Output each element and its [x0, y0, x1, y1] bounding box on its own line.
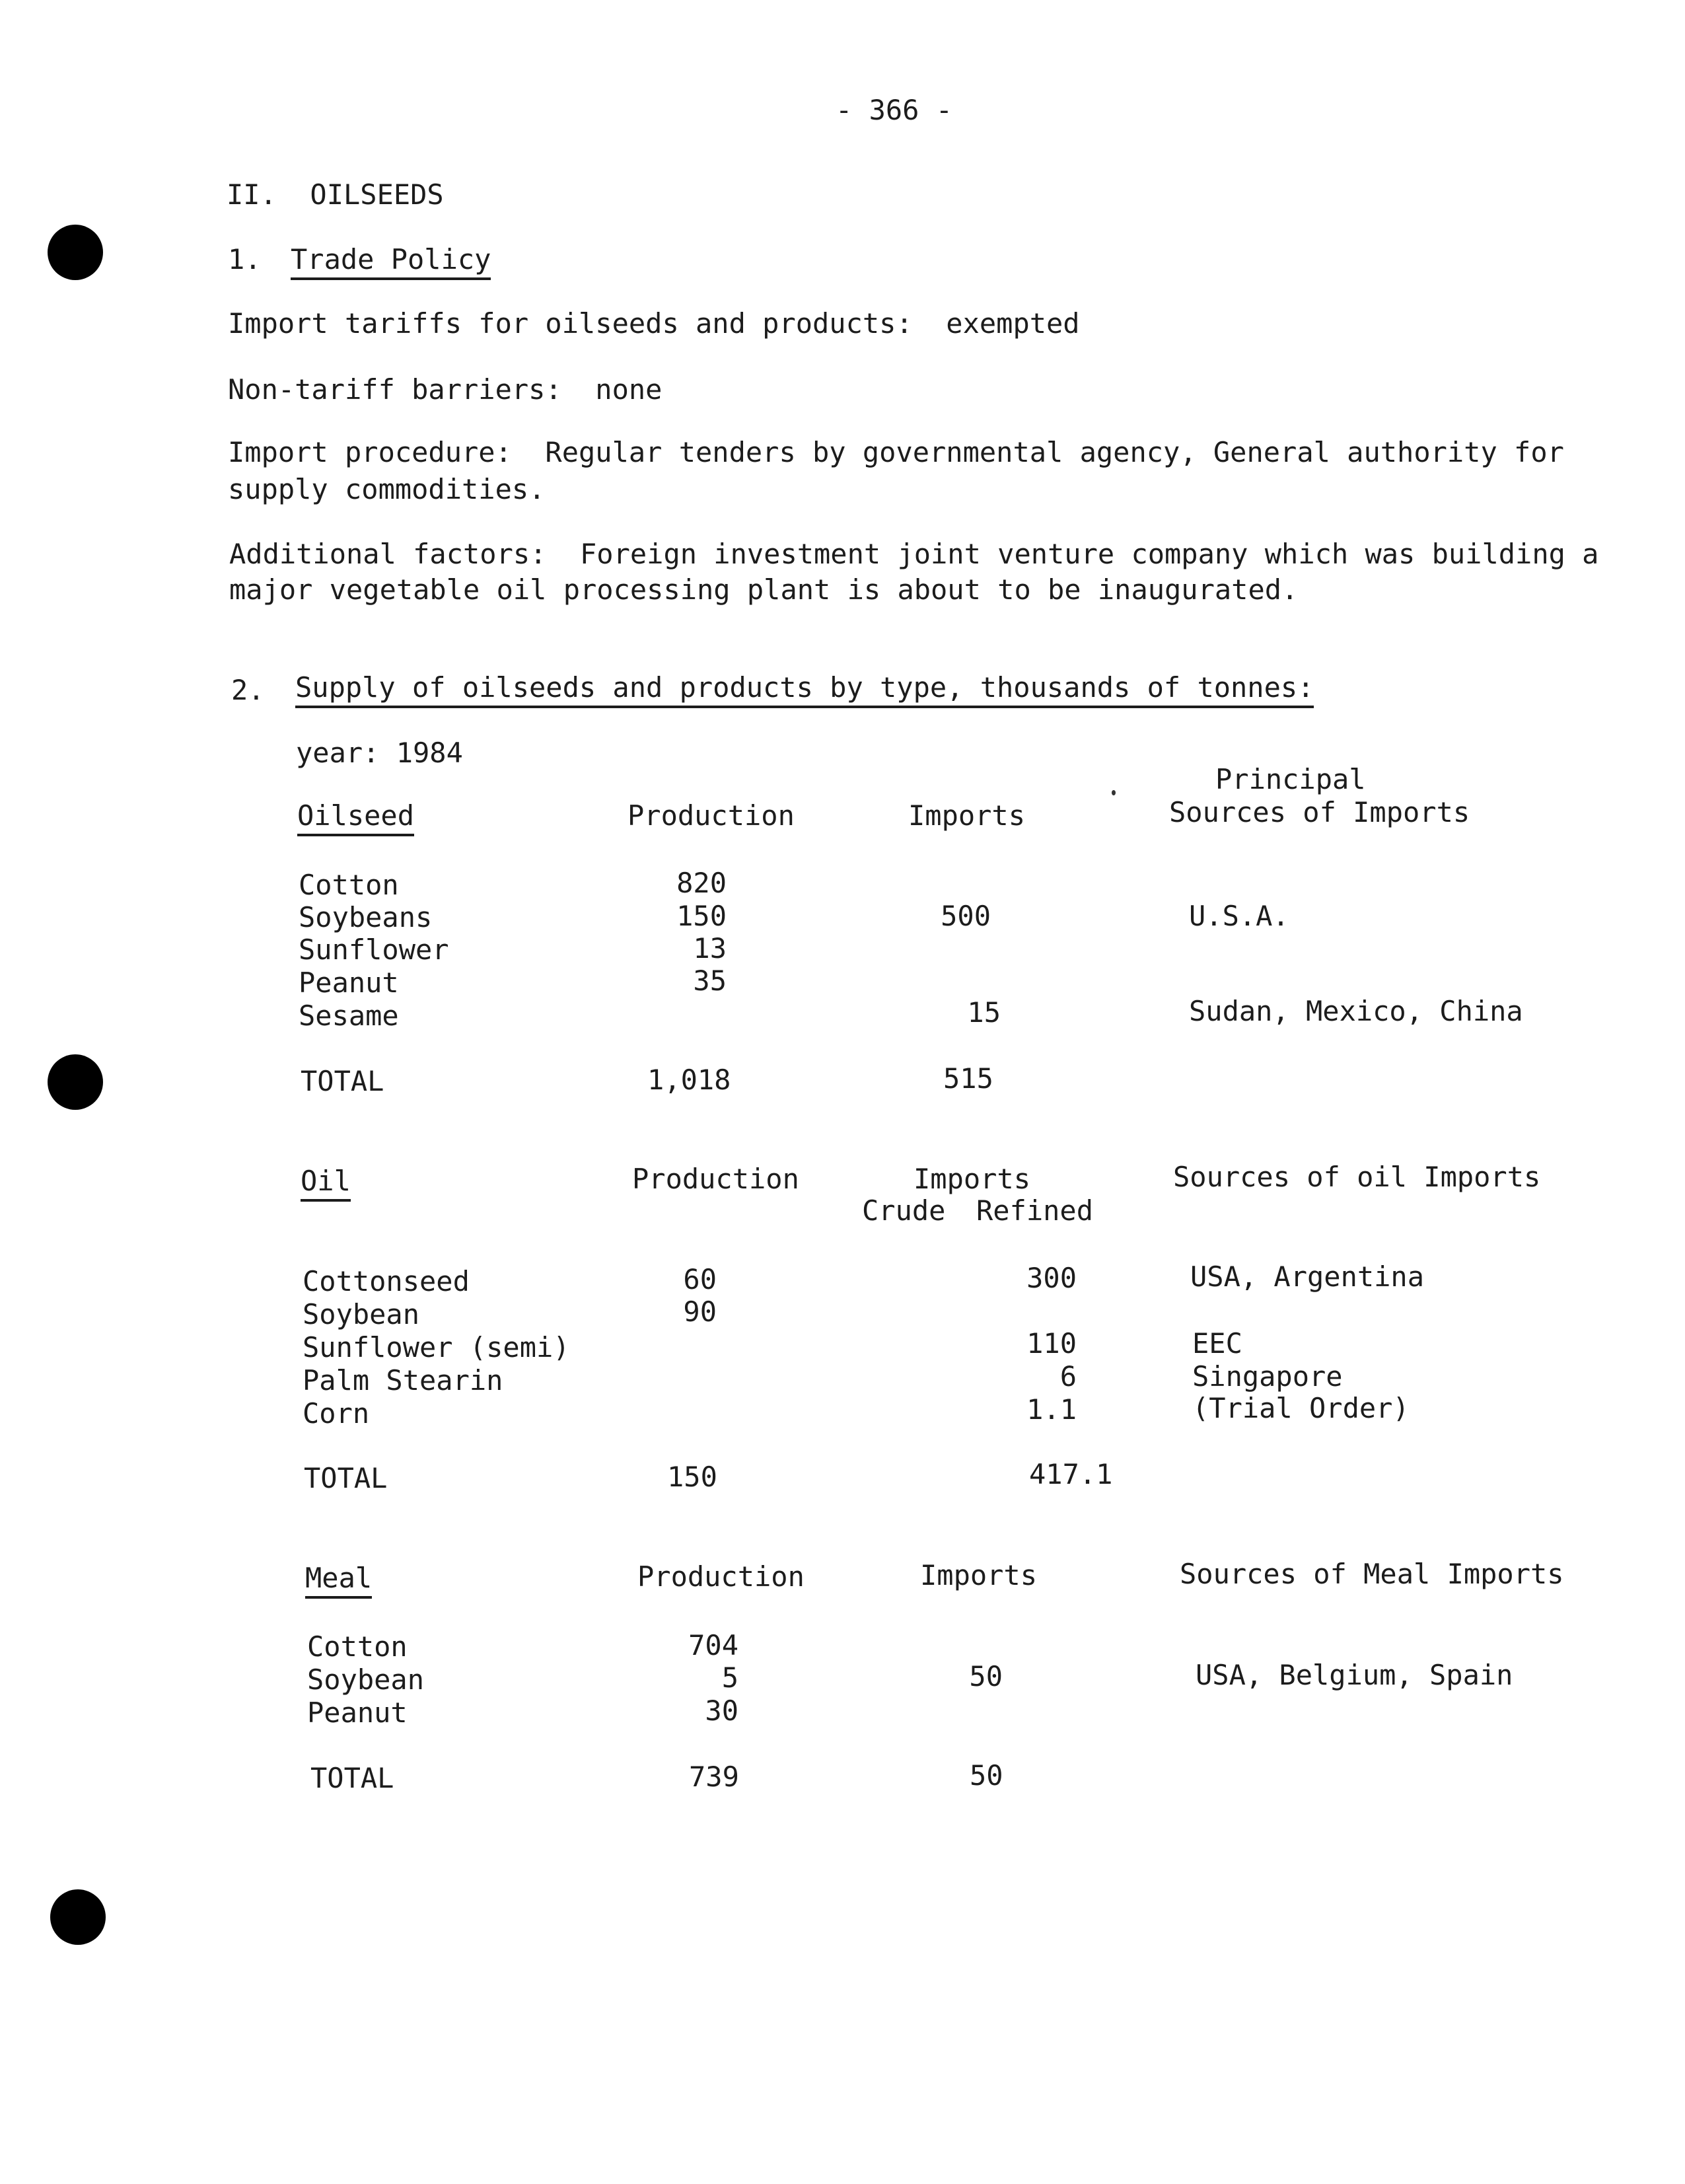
meal-head-production: Production: [637, 1560, 805, 1593]
oilseed-head-sources-2: Sources of Imports: [1169, 796, 1470, 828]
import-tariffs-text: Import tariffs for oilseeds and products: exempted: [228, 307, 1080, 340]
supply-title: Supply of oilseeds and products by type, thousands of tonnes:: [295, 671, 1314, 708]
oil-row-sources: (Trial Order): [1192, 1392, 1410, 1424]
year-label: year: 1984: [296, 737, 463, 769]
supply-number: 2.: [231, 674, 265, 706]
oil-row-production: 90: [683, 1295, 717, 1328]
oil-row-item: Corn: [303, 1397, 370, 1430]
oilseed-total-imports: 515: [943, 1062, 993, 1095]
oilseed-head-production: Production: [627, 799, 795, 832]
oil-total-production: 150: [667, 1461, 717, 1493]
oil-row-item: Sunflower (semi): [303, 1331, 570, 1364]
punch-hole-middle: [48, 1054, 103, 1110]
meal-head-item: Meal: [305, 1562, 372, 1599]
non-tariff-text: Non-tariff barriers: none: [228, 373, 663, 406]
oilseed-row-production: 150: [676, 900, 727, 932]
oil-row-item: Cottonseed: [303, 1265, 470, 1297]
oilseed-row-imports: 500: [941, 900, 991, 932]
meal-row-imports: 50: [969, 1660, 1003, 1693]
oilseed-row-item: Cotton: [299, 869, 399, 901]
oilseed-row-production: 820: [676, 867, 727, 899]
meal-row-production: 5: [721, 1661, 738, 1694]
oil-total-refined: 417.1: [1029, 1458, 1113, 1490]
oil-row-item: Palm Stearin: [303, 1364, 503, 1397]
oilseed-row-production: 35: [693, 965, 727, 997]
oilseed-row-production: 13: [693, 932, 727, 965]
oil-row-sources: Singapore: [1192, 1360, 1343, 1393]
oil-row-item: Soybean: [303, 1298, 420, 1330]
meal-total-production: 739: [689, 1761, 739, 1793]
meal-total-imports: 50: [970, 1759, 1003, 1792]
meal-head-sources: Sources of Meal Imports: [1180, 1558, 1564, 1590]
oil-row-refined: 300: [1026, 1262, 1077, 1294]
punch-hole-bottom: [50, 1889, 106, 1945]
meal-head-imports: Imports: [920, 1559, 1038, 1591]
meal-total-label: TOTAL: [310, 1762, 394, 1794]
meal-row-production: 704: [688, 1629, 738, 1661]
page-number: - 366 -: [836, 94, 953, 126]
oilseed-total-label: TOTAL: [301, 1065, 384, 1097]
trade-policy-title: Trade Policy: [291, 243, 491, 280]
oil-head-production: Production: [632, 1163, 799, 1195]
oilseed-head-imports: Imports: [908, 799, 1026, 832]
oil-row-refined: 110: [1026, 1327, 1077, 1360]
oilseed-head-sources-1: Principal: [1215, 763, 1366, 795]
oilseed-row-sources: Sudan, Mexico, China: [1189, 995, 1523, 1027]
additional-factors-line-1: Additional factors: Foreign investment joint venture company which was building a: [229, 538, 1599, 570]
oil-head-crude: Crude: [862, 1194, 946, 1227]
oil-head-imports: Imports: [914, 1163, 1031, 1195]
meal-row-item: Cotton: [307, 1630, 408, 1663]
oil-head-refined: Refined: [976, 1194, 1094, 1227]
meal-row-sources: USA, Belgium, Spain: [1196, 1659, 1513, 1691]
oilseed-row-sources: U.S.A.: [1189, 900, 1289, 932]
oil-row-refined: 6: [1059, 1360, 1077, 1393]
stray-mark: [1112, 790, 1116, 795]
oilseed-row-imports: 15: [967, 996, 1001, 1029]
import-procedure-line-1: Import procedure: Regular tenders by governmental agency, General authority for: [228, 436, 1564, 468]
oil-row-sources: EEC: [1192, 1327, 1242, 1360]
import-procedure-line-2: supply commodities.: [228, 473, 546, 505]
oilseed-row-item: Sesame: [299, 1000, 399, 1032]
oil-row-refined: 1.1: [1026, 1393, 1077, 1426]
oil-row-sources: USA, Argentina: [1190, 1260, 1425, 1293]
oil-total-label: TOTAL: [304, 1462, 388, 1494]
meal-row-item: Soybean: [307, 1663, 425, 1696]
oil-row-production: 60: [683, 1263, 717, 1295]
oil-head-item: Oil: [301, 1165, 351, 1202]
oil-head-sources: Sources of oil Imports: [1173, 1161, 1541, 1193]
section-heading: II. OILSEEDS: [227, 178, 444, 211]
oilseed-row-item: Soybeans: [299, 901, 433, 933]
oilseed-row-item: Sunflower: [299, 933, 449, 966]
punch-hole-top: [48, 225, 103, 280]
meal-row-production: 30: [705, 1694, 738, 1727]
meal-row-item: Peanut: [307, 1696, 408, 1729]
oilseed-head-item: Oilseed: [297, 799, 414, 836]
oilseed-total-production: 1,018: [647, 1064, 731, 1096]
oilseed-row-item: Peanut: [299, 966, 399, 999]
trade-policy-number: 1.: [228, 243, 262, 275]
additional-factors-line-2: major vegetable oil processing plant is about to be inaugurated.: [229, 573, 1299, 606]
